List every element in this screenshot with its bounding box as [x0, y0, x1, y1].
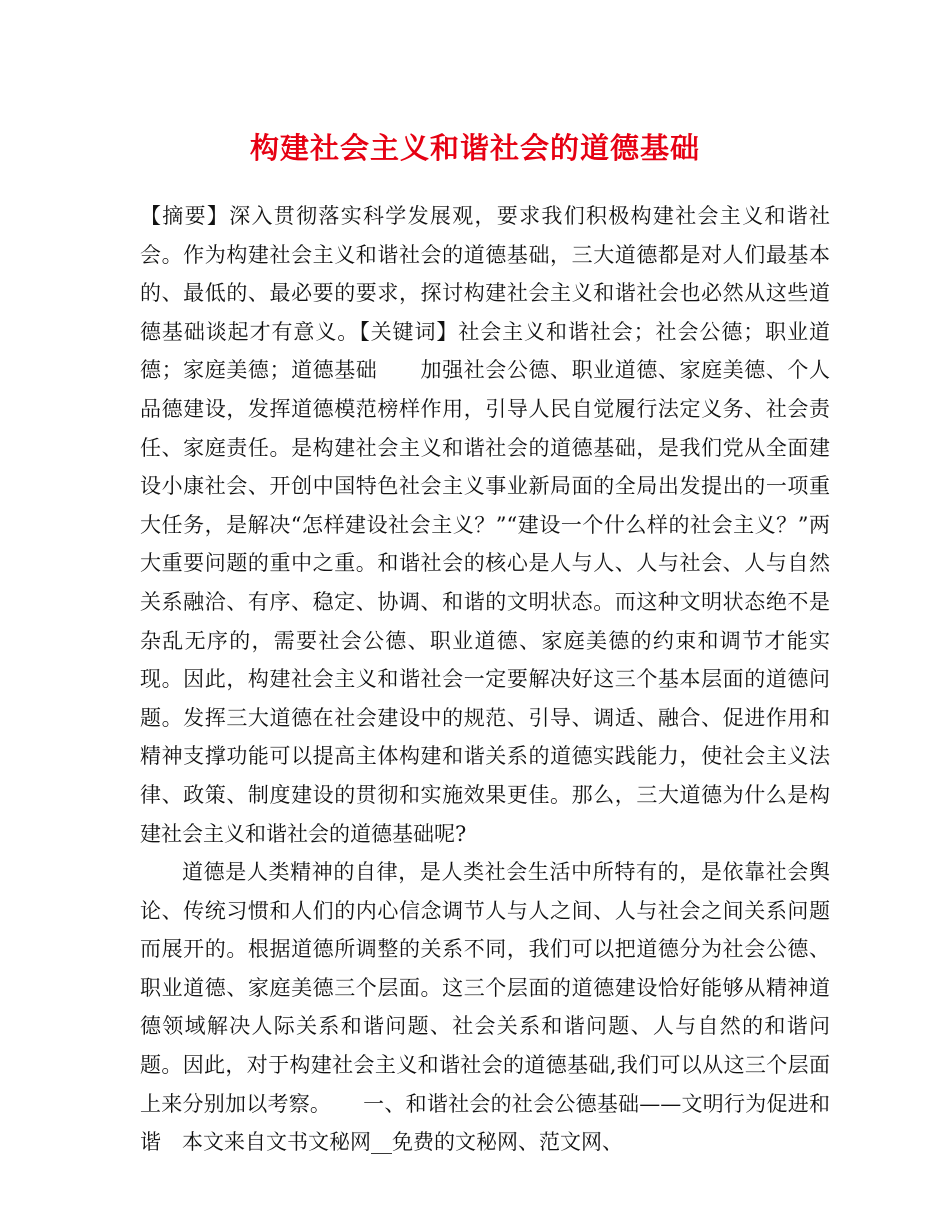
document-title: 构建社会主义和谐社会的道德基础 [249, 131, 700, 165]
paragraph-morality: 道德是人类精神的自律，是人类社会生活中所特有的，是依靠社会舆论、传统习惯和人们的内心信念调节人与人之间、人与社会之间关系问题而展开的。根据道德所调整的关系不同，我们可以把道德分为社会公德、职业道德、家庭美德三个层面。这三个层面的道德建设恰好能够从精神道德领域解决人际关系和谐问题、社会关系和谐问题、人与自然的和谐问题。因此，对于构建社会主义和谐社会的道德基础,我们可以从这三个层面上来分别加以考察。 一、和谐社会的社会公德基础——文明行为促进和谐 本文来自文书文秘网__免费的文秘网、范文网、 [140, 860, 830, 1155]
paragraph-abstract: 【摘要】深入贯彻落实科学发展观，要求我们积极构建社会主义和谐社会。作为构建社会主义和谐社会的道德基础，三大道德都是对人们最基本的、最低的、最必要的要求，探讨构建社会主义和谐社会也必然从这些道德基础谈起才有意义。【关键词】社会主义和谐社会；社会公德；职业道德；家庭美德；道德基础 加强社会公德、职业道德、家庭美德、个人品德建设，发挥道德模范榜样作用，引导人民自觉履行法定义务、社会责任、家庭责任。是构建社会主义和谐社会的道德基础，是我们党从全面建设小康社会、开创中国特色社会主义事业新局面的全局出发提出的一项重大任务，是解决“怎样建设社会主义？”“建设一个什么样的社会主义？”两大重要问题的重中之重。和谐社会的核心是人与人、人与社会、人与自然关系融洽、有序、稳定、协调、和谐的文明状态。而这种文明状态绝不是杂乱无序的，需要社会公德、职业道德、家庭美德的约束和调节才能实现。因此，构建社会主义和谐社会一定要解决好这三个基本层面的道德问题。发挥三大道德在社会建设中的规范、引导、调适、融合、促进作用和精神支撑功能可以提高主体构建和谐关系的道德实践能力，使社会主义法律、政策、制度建设的贯彻和实施效果更佳。那么，三大道德为什么是构建社会主义和谐社会的道德基础呢? [140, 204, 830, 846]
document-body [140, 197, 830, 1162]
